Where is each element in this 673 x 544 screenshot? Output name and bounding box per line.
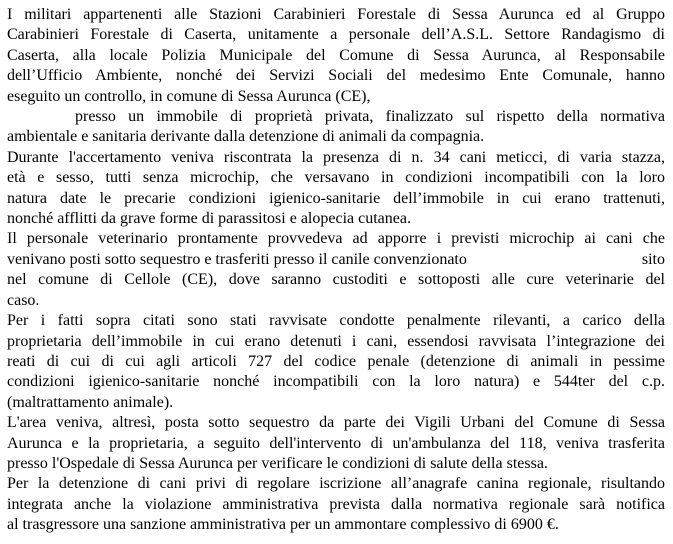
paragraph <box>7 148 665 230</box>
text-line: età e sesso, tutti senza microchip, che versavano in condizioni incompatibili con la loro <box>7 169 665 187</box>
text-line: nel comune di Cellole (CE), dove saranno custoditi e sottoposti alle cure veterinarie del <box>7 271 665 289</box>
text-line: al trasgressore una sanzione amministrativa per un ammontare complessivo di 6900 €. <box>7 516 559 534</box>
paragraph <box>7 107 665 148</box>
text-line <box>7 250 665 270</box>
text-segment: venivano posti sotto sequestro e trasferiti presso il canile convenzionato <box>7 250 467 268</box>
paragraph <box>7 229 665 311</box>
text-line: condizioni igienico-sanitarie nonché incompatibili con la loro natura) e 544ter del c.p. <box>7 373 665 391</box>
text-line: Aurunca e la proprietaria, a seguito dell'intervento di un'ambulanza del 118, veniva trasferita <box>7 434 665 452</box>
text-line: caso. <box>7 291 40 309</box>
text-line: I militari appartenenti alle Stazioni Carabinieri Forestale di Sessa Aurunca ed al Gruppo <box>7 6 665 23</box>
text-line: Il personale veterinario prontamente provvedeva ad apporre i previsti microchip ai cani che <box>7 230 665 248</box>
text-line: ambientale e sanitaria derivante dalla detenzione di animali da compagnia. <box>7 128 485 146</box>
text-line: presso un immobile di proprietà privata, finalizzato sul rispetto della normativa <box>75 108 665 126</box>
text-line: nonché afflitti da grave forme di parassitosi e alopecia cutanea. <box>7 210 411 228</box>
text-line: Caserta, alla locale Polizia Municipale del Comune di Sessa Aurunca, al Responsabile <box>7 46 665 64</box>
text-line: natura date le precarie condizioni igienico-sanitarie dell’immobile in cui erano trattenuti, <box>7 189 665 207</box>
text-line: dell’Ufficio Ambiente, nonché dei Servizi Sociali del medesimo Ente Comunale, hanno <box>7 67 665 85</box>
paragraph <box>7 311 665 413</box>
text-line: reati di cui di cui agli articoli 727 del codice penale (detenzione di animali in pessime <box>7 352 665 370</box>
text-line: Per la detenzione di cani privi di regolare iscrizione all’anagrafe canina regionale, risultando <box>7 475 665 493</box>
text-line: (maltrattamento animale). <box>7 393 174 411</box>
text-line: Per i fatti sopra citati sono stati ravvisate condotte penalmente rilevanti, a carico della <box>7 312 665 330</box>
text-line: Carabinieri Forestale di Caserta, unitamente a personale dell’A.S.L. Settore Randagismo di <box>7 26 665 44</box>
text-line: proprietaria dell’immobile in cui erano detenuti i cani, essendosi ravvisata l’integrazione dei <box>7 332 665 350</box>
paragraph <box>7 474 665 535</box>
paragraph <box>7 5 665 107</box>
paragraph <box>7 413 665 474</box>
text-line: Durante l'accertamento veniva riscontrata la presenza di n. 34 cani meticci, di varia stazza, <box>7 148 665 166</box>
text-line: L'area veniva, altresì, posta sotto sequestro da parte dei Vigili Urbani del Comune di Sessa <box>7 414 665 432</box>
text-segment-redaction-gap: sito <box>641 250 665 268</box>
text-line: eseguito un controllo, in comune di Sessa Aurunca (CE), <box>7 87 371 105</box>
text-line: integrata anche la violazione amministrativa prevista dalla normativa regionale sarà notifica <box>7 495 665 513</box>
text-line: presso l'Ospedale di Sessa Aurunca per verificare le condizioni di salute della stessa. <box>7 454 548 472</box>
